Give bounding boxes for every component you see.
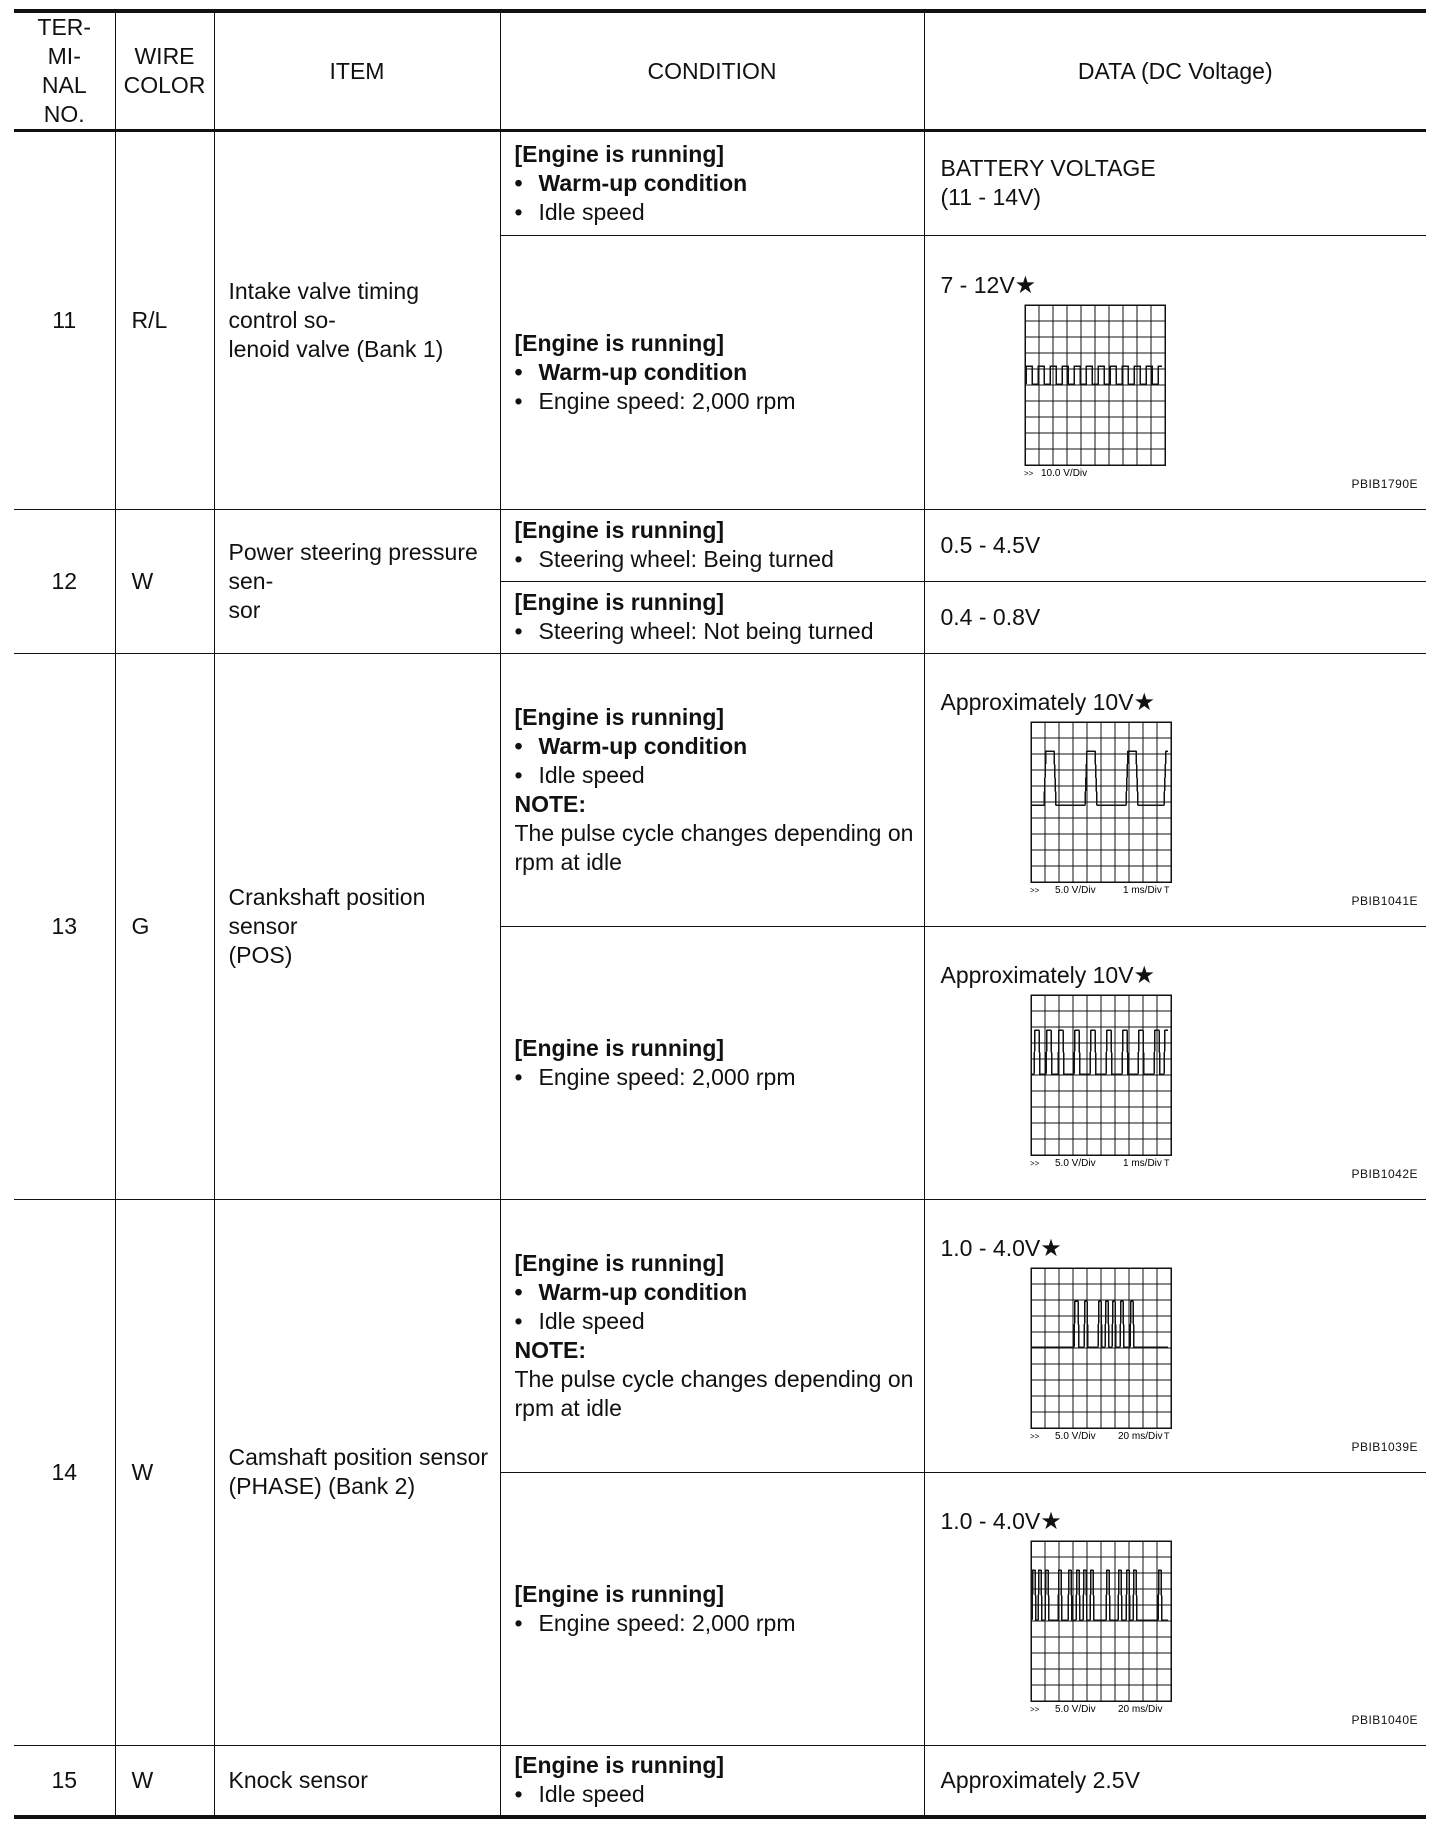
data-value: 0.4 - 0.8V	[924, 581, 1426, 653]
oscilloscope-waveform	[1030, 1267, 1210, 1447]
condition-heading: [Engine is running]	[514, 517, 725, 544]
scope-trigger-icon: T	[1163, 1431, 1169, 1442]
item-name: Knock sensor	[214, 1745, 500, 1817]
scope-scale-label: 10.0 V/Div	[1040, 467, 1087, 479]
wire-color: W	[115, 509, 214, 653]
data-value: BATTERY VOLTAGE (11 - 14V)	[924, 131, 1426, 236]
condition-bullet: • Engine speed: 2,000 rpm	[515, 1609, 916, 1638]
condition-bullet: • Idle speed	[515, 1780, 916, 1809]
scope-volt-label: 5.0 V/Div	[1054, 1431, 1096, 1443]
scope-trigger-icon: T	[1163, 885, 1169, 896]
terminal-number: 11	[14, 131, 115, 510]
scope-arrow-icon: >>	[1029, 1432, 1039, 1442]
wire-color: R/L	[115, 131, 214, 510]
scope-grid	[1031, 995, 1171, 1155]
terminal-number: 13	[14, 653, 115, 1199]
condition-cell	[500, 1199, 924, 1472]
star-icon: ★	[1014, 271, 1037, 299]
data-value: Approximately 10V	[940, 962, 1134, 989]
condition-cell	[500, 1472, 924, 1745]
scope-volt-label: 5.0 V/Div	[1054, 1704, 1096, 1716]
condition-cell	[500, 509, 924, 581]
oscilloscope-waveform	[1030, 1540, 1210, 1720]
data-waveform-cell	[924, 235, 1426, 509]
condition-bullet: • Engine speed: 2,000 rpm	[515, 387, 916, 416]
condition-heading: [Engine is running]	[514, 703, 725, 730]
condition-bullet: • Steering wheel: Being turned	[515, 545, 916, 574]
star-icon: ★	[1040, 1235, 1062, 1263]
condition-heading: [Engine is running]	[514, 1580, 725, 1607]
scope-time-label: 1 ms/Div	[1122, 885, 1162, 897]
terminal-number: 14	[14, 1199, 115, 1745]
table-row	[14, 1199, 1426, 1472]
condition-bullet: • Warm-up condition	[515, 1278, 916, 1307]
scope-arrow-icon: >>	[1029, 1705, 1039, 1715]
figure-code: PBIB1790E	[1351, 476, 1418, 491]
figure-code: PBIB1042E	[1351, 1166, 1418, 1181]
terminal-number: 12	[14, 509, 115, 653]
waveform-trace	[1032, 1570, 1168, 1620]
star-icon: ★	[1133, 962, 1156, 990]
header-wire-color: WIRE COLOR	[115, 11, 214, 131]
item-name: Intake valve timing control so- lenoid valve (Bank 1)	[214, 131, 500, 510]
data-value: 1.0 - 4.0V	[940, 1235, 1041, 1262]
header-condition: CONDITION	[500, 11, 924, 131]
figure-code: PBIB1041E	[1351, 893, 1418, 908]
table-header-row	[14, 11, 1426, 131]
oscilloscope-waveform	[1030, 721, 1210, 901]
table-row	[14, 653, 1426, 926]
waveform-trace	[1032, 751, 1168, 805]
item-name: Camshaft position sensor (PHASE) (Bank 2)	[214, 1199, 500, 1745]
note-heading: NOTE:	[514, 790, 587, 817]
note-heading: NOTE:	[514, 1336, 587, 1363]
condition-bullet: • Warm-up condition	[515, 169, 916, 198]
table-row	[14, 131, 1426, 236]
scope-grid	[1031, 1541, 1171, 1701]
header-terminal-no: TER- MI- NAL NO.	[14, 11, 115, 131]
scope-time-label: 20 ms/Div	[1117, 1704, 1162, 1716]
header-data: DATA (DC Voltage)	[924, 11, 1426, 131]
table-row	[14, 1745, 1426, 1817]
data-value: 1.0 - 4.0V	[940, 1508, 1041, 1535]
wire-color: G	[115, 653, 214, 1199]
waveform-trace	[1032, 1030, 1168, 1074]
item-name: Crankshaft position sensor (POS)	[214, 653, 500, 1199]
wire-color: W	[115, 1199, 214, 1745]
item-name: Power steering pressure sen- sor	[214, 509, 500, 653]
note-text: The pulse cycle changes depending on rpm at idle	[514, 1365, 914, 1421]
data-waveform-cell	[924, 926, 1426, 1199]
condition-cell	[500, 581, 924, 653]
scope-volt-label: 5.0 V/Div	[1054, 885, 1096, 897]
waveform-trace	[1032, 1301, 1168, 1347]
scope-arrow-icon: >>	[1029, 886, 1039, 896]
scope-arrow-icon: >>	[1029, 1159, 1039, 1169]
note-text: The pulse cycle changes depending on rpm at idle	[514, 819, 914, 875]
condition-bullet: • Idle speed	[515, 1307, 916, 1336]
terminal-number: 15	[14, 1745, 115, 1817]
scope-grid	[1031, 1268, 1171, 1428]
condition-bullet: • Idle speed	[515, 198, 916, 227]
condition-heading: [Engine is running]	[514, 1752, 725, 1779]
condition-bullet: • Warm-up condition	[515, 358, 916, 387]
scope-volt-label: 5.0 V/Div	[1054, 1158, 1096, 1170]
condition-cell	[500, 653, 924, 926]
data-value: Approximately 2.5V	[924, 1745, 1426, 1817]
star-icon: ★	[1040, 1508, 1062, 1536]
condition-heading: [Engine is running]	[514, 1249, 725, 1276]
condition-cell	[500, 1745, 924, 1817]
oscilloscope-waveform	[1024, 304, 1204, 484]
condition-heading: [Engine is running]	[514, 140, 725, 167]
data-value: 7 - 12V	[940, 271, 1015, 298]
scope-time-label: 20 ms/Div	[1117, 1431, 1162, 1443]
condition-cell	[500, 235, 924, 509]
scope-time-label: 1 ms/Div	[1122, 1158, 1162, 1170]
data-waveform-cell	[924, 653, 1426, 926]
data-waveform-cell	[924, 1199, 1426, 1472]
scope-grid	[1031, 722, 1171, 882]
condition-bullet: • Steering wheel: Not being turned	[515, 617, 916, 646]
oscilloscope-waveform	[1030, 994, 1210, 1174]
condition-heading: [Engine is running]	[514, 589, 725, 616]
scope-arrow-icon: >>	[1023, 468, 1033, 478]
data-value: 0.5 - 4.5V	[924, 509, 1426, 581]
scope-trigger-icon: T	[1163, 1158, 1169, 1169]
condition-bullet: • Warm-up condition	[515, 732, 916, 761]
data-value: Approximately 10V	[940, 689, 1134, 716]
condition-heading: [Engine is running]	[514, 1034, 725, 1061]
condition-cell	[500, 131, 924, 236]
condition-bullet: • Engine speed: 2,000 rpm	[515, 1063, 916, 1092]
terminal-data-table	[14, 9, 1426, 1819]
scope-grid	[1025, 305, 1165, 465]
star-icon: ★	[1133, 689, 1156, 717]
condition-cell	[500, 926, 924, 1199]
figure-code: PBIB1039E	[1351, 1439, 1418, 1454]
condition-bullet: • Idle speed	[515, 761, 916, 790]
wire-color: W	[115, 1745, 214, 1817]
data-waveform-cell	[924, 1472, 1426, 1745]
figure-code: PBIB1040E	[1351, 1712, 1418, 1727]
table-row	[14, 509, 1426, 581]
condition-heading: [Engine is running]	[514, 329, 725, 356]
header-item: ITEM	[214, 11, 500, 131]
